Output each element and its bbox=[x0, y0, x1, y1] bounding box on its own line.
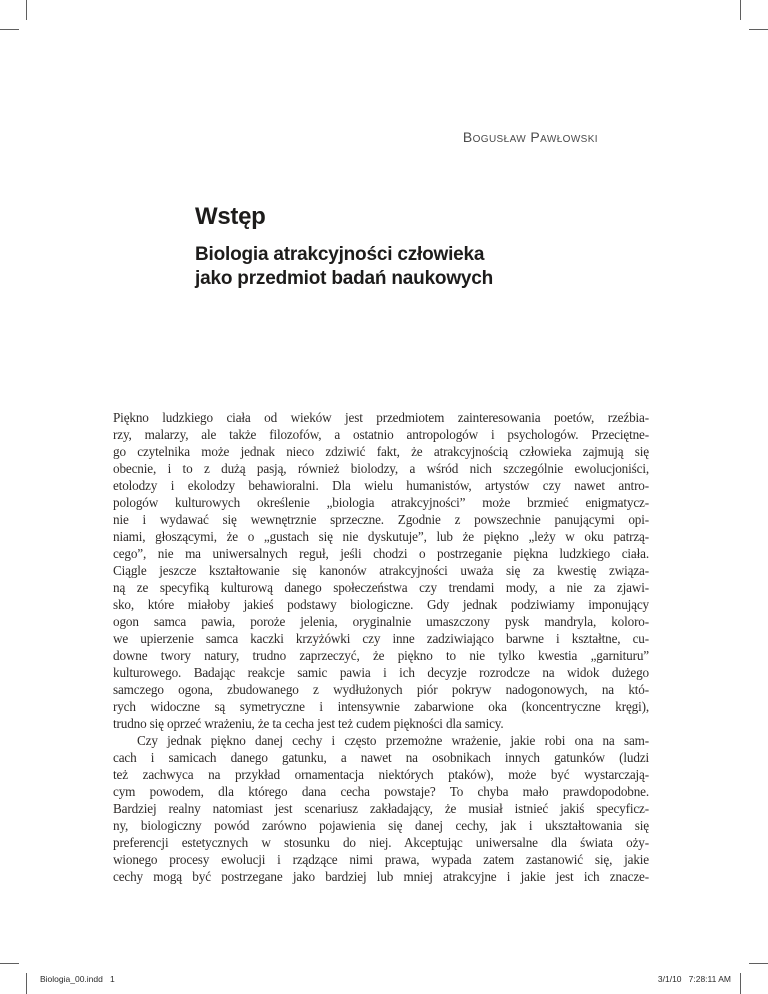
body-line: ną ze specyfiką kulturową danego społeczeństwa czy trendami mody, a nie za zjawi- bbox=[113, 580, 649, 595]
body-line: wionego procesy ewolucji i rządzące nimi prawa, wypada zatem zastanowić się, jakie bbox=[113, 852, 649, 867]
body-line: cego”, nie ma uniwersalnych reguł, jeśli chodzi o postrzeganie piękna ludzkiego ciała. bbox=[113, 546, 649, 561]
author-name: Bogusław Pawłowski bbox=[462, 129, 598, 145]
body-line: samczego ogona, zbudowanego z wydłużonych piór pokryw nadogonowych, na któ- bbox=[113, 682, 649, 697]
body-line: ogon samca pawia, poroże jelenia, oryginalnie umaszczony pysk mandryla, koloro- bbox=[113, 614, 649, 629]
body-line: preferencji estetycznych w stosunku do niej. Akceptując uniwersalne dla świata oży- bbox=[113, 835, 649, 850]
body-line: kulturowego. Badając reakcje samic pawia i ich decyzje rozrodcze na widok dużego bbox=[113, 665, 649, 680]
slug-timestamp: 3/1/10 7:28:11 AM bbox=[657, 974, 731, 984]
body-line: też zachwyca na przykład ornamentacja niektórych ptaków), może być wystarczają- bbox=[113, 767, 649, 782]
body-line: we upierzenie samca kaczki krzyżówki czy inne zadziwiająco barwne i kształtne, cu- bbox=[113, 631, 649, 646]
body-line: obecnie, i to z dużą pasją, również biolodzy, a wśród nich szczególnie ewolucjoniści, bbox=[113, 461, 649, 476]
body-line: etolodzy i ekolodzy behawioralni. Dla wielu humanistów, artystów czy nawet antro- bbox=[113, 478, 649, 493]
body-line: cach i samicach danego gatunku, a nawet na osobnikach innych gatunków (ludzi bbox=[113, 750, 649, 765]
slug-filename: Biologia_00.indd 1 bbox=[40, 974, 115, 984]
crop-mark-bottom-left-vertical bbox=[26, 973, 27, 994]
body-line: Czy jednak piękno danej cechy i często przemożne wrażenie, jakie robi ona na sam- bbox=[137, 733, 649, 748]
body-line: sko, które miałoby jakieś podstawy biologiczne. Gdy jednak podziwiamy imponujący bbox=[113, 597, 649, 612]
body-line: ny, biologiczny powód zarówno pojawienia się danej cechy, jak i ukształtowania się bbox=[113, 818, 649, 833]
body-line: go czytelnika może jednak nieco zdziwić fakt, że atrakcyjnością człowieka zajmują się bbox=[113, 444, 649, 459]
subtitle-line-1: Biologia atrakcyjności człowieka bbox=[195, 244, 485, 265]
body-line: nie i wydawać się wewnętrznie sprzeczne. Zgodnie z powszechnie panującymi opi- bbox=[113, 512, 649, 527]
body-line: trudno się oprzeć wrażeniu, że ta cecha jest też cudem piękności dla samicy. bbox=[113, 716, 504, 731]
crop-mark-bottom-right-horizontal bbox=[749, 963, 768, 964]
body-line: Piękno ludzkiego ciała od wieków jest przedmiotem zainteresowania poetów, rzeźbia- bbox=[113, 410, 649, 425]
chapter-title: Wstęp bbox=[195, 203, 266, 230]
crop-mark-bottom-right-vertical bbox=[740, 973, 741, 994]
subtitle-line-2: jako przedmiot badań naukowych bbox=[195, 267, 494, 289]
crop-mark-top-left-horizontal bbox=[0, 29, 19, 30]
body-line: Bardziej realny natomiast jest scenariusz zakładający, że musiał istnieć jakiś specyficz- bbox=[113, 801, 649, 816]
body-line: pologów kulturowych określenie „biologia atrakcyjności” może brzmieć enigmatycz- bbox=[113, 495, 649, 510]
crop-mark-top-right-horizontal bbox=[749, 29, 768, 30]
body-line: downe twory natury, trudno zaprzeczyć, że piękno to nie tylko kwestia „garnituru” bbox=[113, 648, 649, 663]
body-line: niami, głoszącymi, że o „gustach się nie dyskutuje”, lub że piękno „leży w oku patrzą- bbox=[113, 529, 649, 544]
body-line: cym powodem, dla którego dana cecha powstaje? To chyba mało prawdopodobne. bbox=[113, 784, 649, 799]
crop-mark-top-right-vertical bbox=[740, 0, 741, 20]
body-line: Ciągle jeszcze kształtowanie się kanonów atrakcyjności uważa się za kwestię związa- bbox=[113, 563, 649, 578]
body-text bbox=[113, 409, 649, 885]
body-line: rzy, malarzy, ale także filozofów, a ostatnio antropologów i psychologów. Przeciętne- bbox=[113, 427, 649, 442]
crop-mark-bottom-left-horizontal bbox=[0, 963, 19, 964]
body-line: rych widoczne są symetryczne i intensywnie zabarwione oka (koncentryczne kręgi), bbox=[113, 699, 649, 714]
crop-mark-top-left-vertical bbox=[26, 0, 27, 20]
title-block bbox=[195, 203, 493, 290]
body-line: cechy mogą być postrzegane jako bardziej lub mniej atrakcyjne i jakie jest ich znacze- bbox=[113, 869, 649, 884]
chapter-subtitle bbox=[195, 243, 493, 290]
